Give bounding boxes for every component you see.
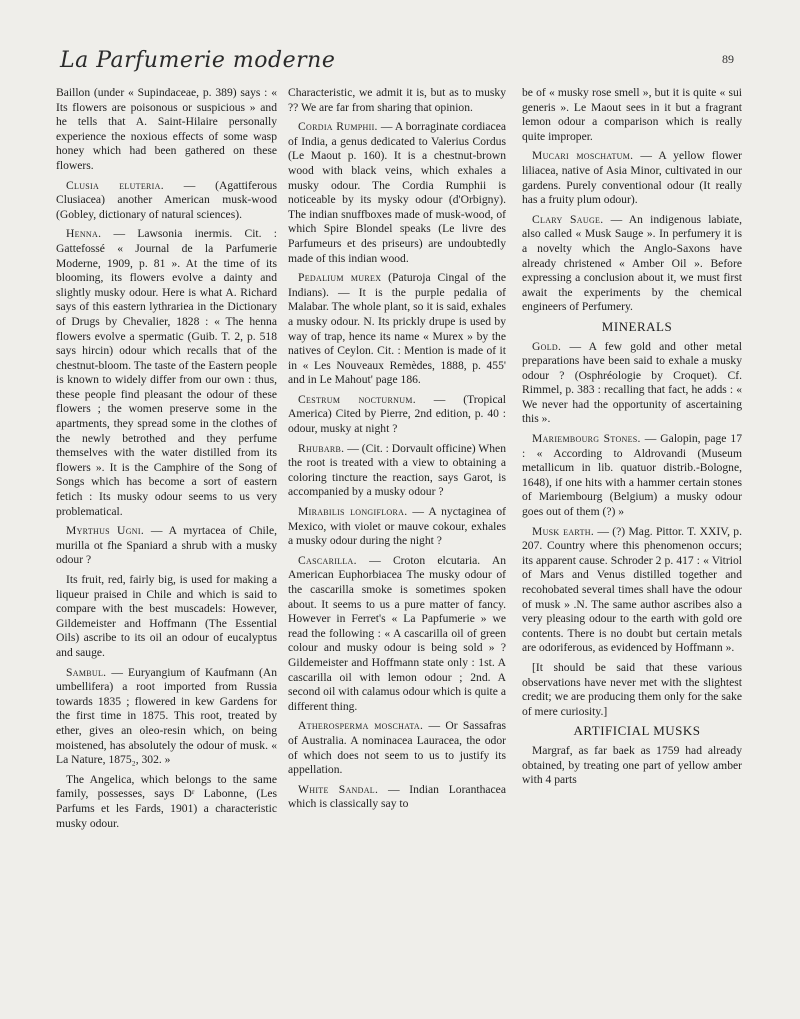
entry-term: Cestrum nocturnum. bbox=[298, 392, 416, 406]
body-paragraph: The Angelica, which belongs to the same family, possesses, says Dʳ Labonne, (Les Parfums et les Fards, 1901) a characteristic musky odour. bbox=[56, 772, 277, 830]
entry-text: — A borraginate cordiacea of India, a genus dedicated to Valerius Cordus (Le Maout p. 160). It is a chestnut-brown wood with black veins, which exhales a musky odour. The Cordia Rumphii is noticeable by its mysky odour (d'Orbigny). The indian snuffboxes made of musk-wood, of which Spire Blondel speaks (Le livre des Parfumeurs et des priseurs) are undoubtedly made of this indian wood. bbox=[288, 120, 506, 265]
text-column-1 bbox=[56, 86, 277, 836]
entry-paragraph bbox=[288, 442, 506, 500]
section-heading: MINERALS bbox=[601, 318, 673, 334]
entry-text: — An indigenous labiate, also called « Musk Sauge ». In perfumery it is a novelty which the Anglo-Saxons have already christened « Amber Oil ». Before expressing a conclusion about it, we must first await the experiments by the chemical engineers of Perfumery. bbox=[522, 212, 742, 314]
entry-paragraph bbox=[522, 432, 742, 520]
entry-term: Pedalium murex bbox=[298, 271, 382, 285]
entry-text: — (?) Mag. Pittor. T. XXIV, p. 207. Country where this phenomenon occurs; its apparent cause. Schroder 2 p. 417 : « Vitriol of Mars and Venus distilled together and recohobated several times shall have the odour of musk » .N. The same author ascribes also a very pleasing odour to the earth with gold ore contents. There is no doubt but certain metals are odoriferous, as evidenced by Hoffmann ». bbox=[522, 524, 742, 655]
entry-text: — Or Sassafras of Australia. A nominacea Lauracea, the odor of which does not seem to us to justify its appellation. bbox=[288, 719, 507, 777]
entry-text: — (Cit. : Dorvault officine) When the root is treated with a view to obtaining a coloring tincture the reaction, says Garot, is accompanied by a musky odour ? bbox=[288, 441, 506, 499]
entry-term: Mariembourg Stones. bbox=[532, 432, 641, 446]
entry-text: — (Agattiferous Clusiacea) another American musk-wood (Gobley, dictionary of natural sciences). bbox=[56, 178, 277, 221]
entry-paragraph bbox=[56, 227, 277, 519]
entry-term: Cascarilla. bbox=[298, 553, 357, 567]
entry-text: — (Tropical America) Cited by Pierre, 2nd edition, p. 40 : odour, musky at night ? bbox=[288, 392, 506, 436]
entry-term: Cordia Rumphii. bbox=[298, 120, 378, 134]
entry-paragraph bbox=[56, 524, 277, 568]
text-column-3 bbox=[522, 86, 742, 793]
entry-text: — A yellow flower liliacea, native of Asia Minor, cultivated in our gardens. Purely conventional odour (It really has a fruity plum odour). bbox=[522, 149, 743, 207]
entry-term: Gold. bbox=[532, 339, 562, 353]
entry-paragraph bbox=[522, 340, 742, 428]
continued-paragraph: be of « musky rose smell », but it is quite « sui generis ». Le Maout sees in it but a fragrant lemon odour a comparison which is really quite improper. bbox=[522, 86, 742, 143]
entry-paragraph bbox=[56, 666, 277, 768]
entry-text: — Euryangium of Kaufmann (An umbellifera) a root imported from Russia towards 1835 ; flowered in kew Gardens for the first time in 1875. This root, treated by ether, gives an oleo-resin which, on being moistened, has absolutely the odour of musk. « La Nature, 1875₂, 302. » bbox=[56, 665, 277, 767]
entry-text: — Croton elcutaria. An American Euphorbiacea The musky odour of the cascarilla smoke is sometimes spoken about. It seems to us a pure matter of fancy. However in Ferret's « La Papfumerie » we read the following : « A cascarilla oil of green colour and musky odour is being sold » ? Gildemeister and Hoffmann state only : 1st. A cascarilla oil with lemon odour ; 2nd. A second oil with calamus odour which is quite a different thing. bbox=[288, 553, 506, 713]
entry-text: — A nyctaginea of Mexico, with violet or mauve cokour, exhales a musky odour during the night ? bbox=[288, 505, 506, 548]
continued-paragraph: Baillon (under « Supindaceae, p. 389) says : « Its flowers are poisonous or suspicious » and he tells that A. Saint-Hilaire personally experience the noxious effects of some wasp honey which had been gathered on these flowers. bbox=[56, 86, 277, 172]
entry-paragraph bbox=[522, 149, 742, 207]
entry-paragraph bbox=[522, 213, 742, 315]
entry-paragraph bbox=[288, 393, 506, 437]
entry-term: Mirabilis longiflora. bbox=[298, 505, 408, 519]
entry-term: Atherosperma moschata. bbox=[298, 719, 424, 733]
entry-text: — Indian Loranthacea which is classically say to bbox=[288, 782, 506, 811]
entry-paragraph bbox=[288, 271, 506, 388]
page-number: 89 bbox=[722, 52, 734, 66]
body-paragraph: Margraf, as far baek as 1759 had already obtained, by treating one part of yellow amber with 4 parts bbox=[522, 743, 742, 787]
entry-paragraph bbox=[56, 179, 277, 223]
section-heading: ARTIFICIAL MUSKS bbox=[573, 723, 701, 739]
entry-text: — A myrtacea of Chile, murilla ot fhe Spaniard a shrub with a musky odour ? bbox=[56, 524, 277, 567]
entry-text: — Galopin, page 17 : « According to Aldrovandi (Museum metallicum in lib. quatuor distrib.-Bologne, 1648), if one hits with a hammer certain stones of Mariembourg (Belgium) a musky odour goes out of them (?) » bbox=[522, 432, 742, 519]
entry-paragraph bbox=[288, 120, 506, 266]
continued-paragraph: Characteristic, we admit it is, but as to musky ?? We are far from sharing that opinion. bbox=[288, 86, 506, 114]
body-paragraph: [It should be said that these various observations have never met with the slightest credit; we are producing them only for the sake of mere curiosity.] bbox=[522, 660, 742, 718]
entry-term: Rhubarb. bbox=[298, 441, 345, 455]
entry-paragraph bbox=[288, 554, 506, 715]
entry-term: Clary Sauge. bbox=[532, 212, 604, 226]
entry-term: Musk earth. bbox=[532, 524, 595, 538]
entry-text: (Paturoja Cingal of the Indians). — It is the purple pedalia of Malabar. The whole plant, so it is said, exhales a musky odour. N. Its prickly drupe is used by way of trap, hence its name « Murex » by the natives of Ceylon. Cit. : Mention is made of it in « Les Nouveaux Remèdes, 1888, p. 455' and in Le Mahout' page 186. bbox=[288, 271, 506, 387]
entry-text: — A few gold and other metal preparations have been said to exhale a musky odour ? (Osphréologie by Croquet). Cf. Rimmel, p. 383 : recalling that fact, he adds : « We never had the opportunity of ascertaining this ». bbox=[522, 339, 742, 426]
masthead: La Parfumerie moderne bbox=[60, 48, 336, 73]
entry-term: Mucari moschatum. bbox=[532, 149, 634, 163]
entry-term: Myrthus Ugni. bbox=[66, 524, 145, 538]
entry-term: Sambul. bbox=[66, 665, 107, 679]
entry-paragraph bbox=[288, 783, 506, 812]
entry-paragraph bbox=[288, 505, 506, 549]
entry-text: — Lawsonia inermis. Cit. : Gattefossé « Journal de la Parfumerie Moderne, 1909, p. 81 ». At the time of its blooming, its flowers evolve a dainty and slightly musky odour. Here is what A. Richard says of this eastern lythrariea in the Dictionary of Drugs by Chevalier, 1828 : « The henna flowers evolve a spermatic (Guib. T. 2, p. 518 says hircin) odour which recalls that of the chestnut-bloom. The taste of the Eastern people is known to widely differ from our own : thus, these people find pleasant the odour of these flowers ; the women preserve some in the apartments, they spread some in the clothes of the newly betrothed and they perfume themselves with the water distilled from its flowers ». It is the Camphire of the Song of Songs which has become a sort of eastern fetich : Its musky odour seems to us very problematical. bbox=[56, 227, 277, 518]
entry-paragraph bbox=[288, 719, 506, 777]
body-paragraph: Its fruit, red, fairly big, is used for making a liqueur praised in Chile and which is said to compare with the best muscadels: However, Gildemeister and Hoffmann (The Essential Oils) ascribe to its oil an odour of eucalyptus and sauge. bbox=[56, 573, 277, 659]
entry-term: Clusia eluteria. bbox=[66, 178, 164, 192]
entry-paragraph bbox=[522, 525, 742, 656]
entry-term: Henna. bbox=[66, 227, 102, 241]
entry-term: White Sandal. bbox=[298, 782, 379, 796]
text-column-2 bbox=[288, 86, 506, 817]
